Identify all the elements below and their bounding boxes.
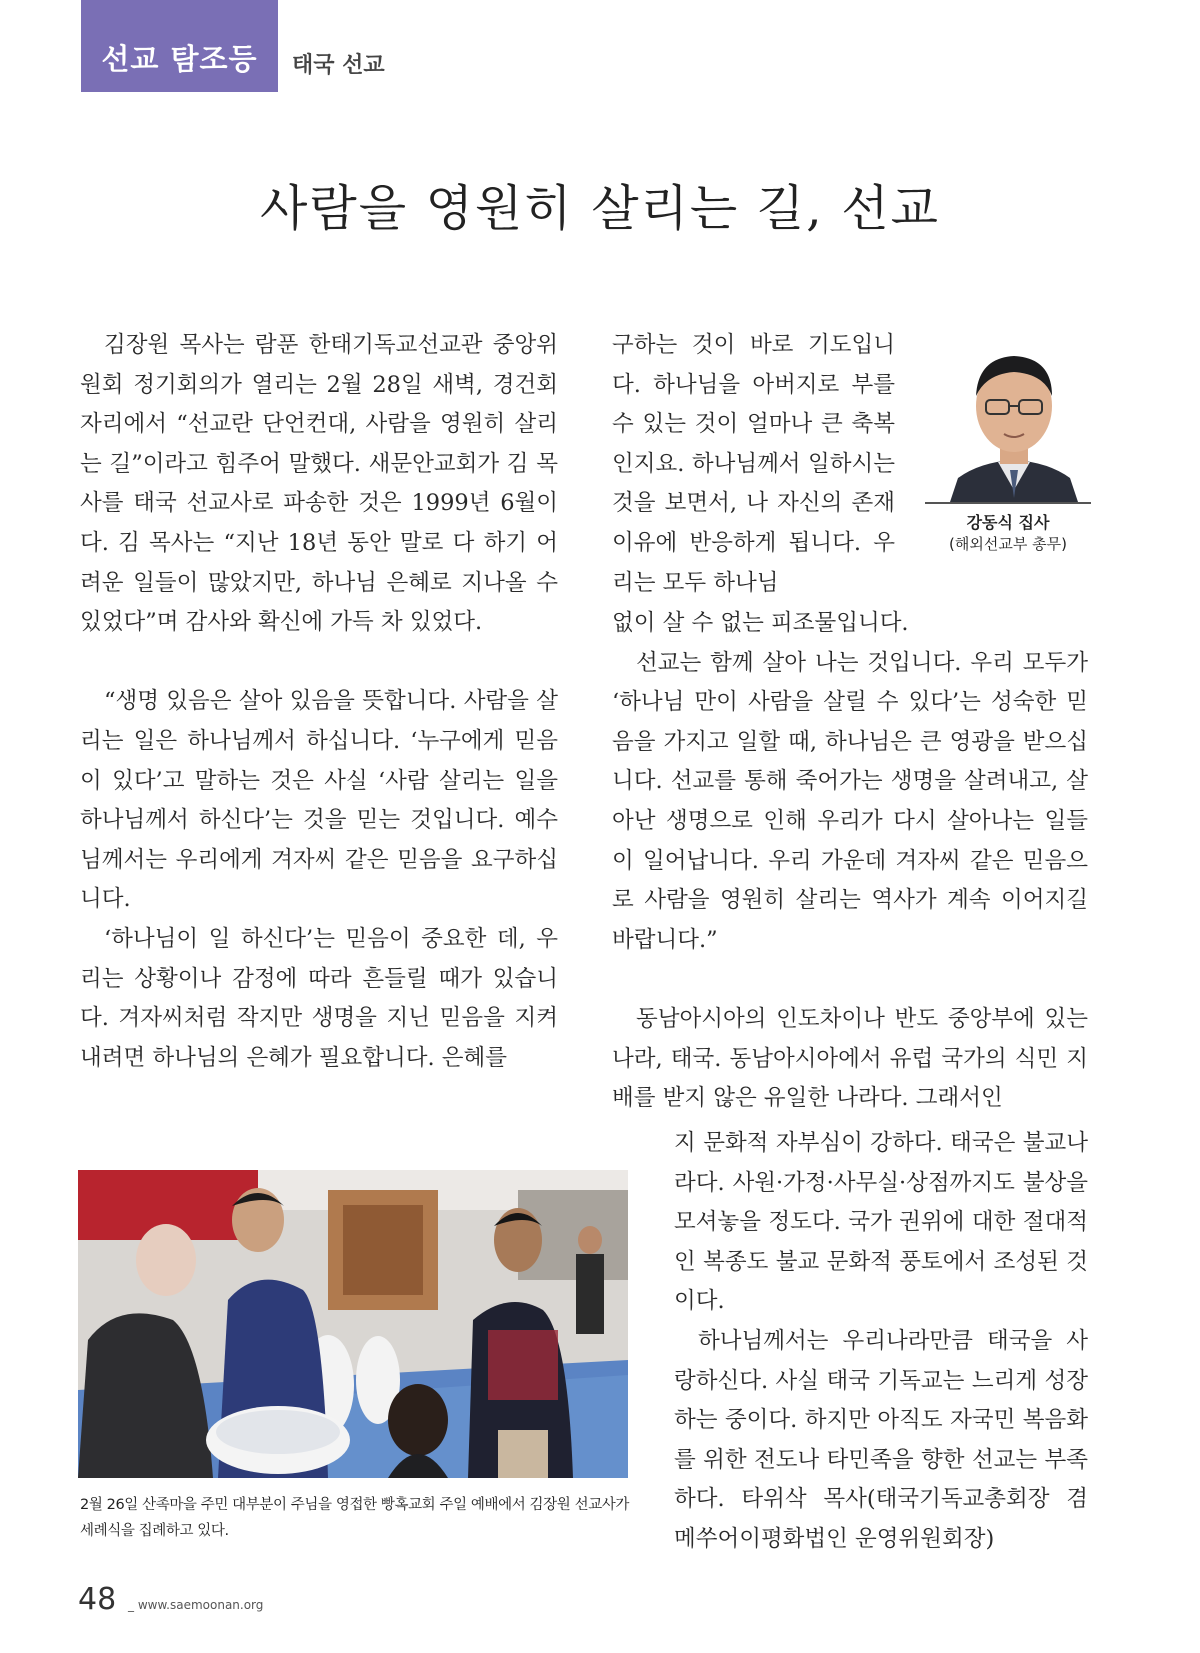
right-column-top xyxy=(612,326,895,603)
paragraph: 선교는 함께 살아 나는 것입니다. 우리 모두가 ‘하나님 만이 사람을 살릴 수 있다’는 성숙한 믿음을 가지고 일할 때, 하나님은 큰 영광을 받으십니다. 선교를 통해 죽어가는 생명을 살려내고, 살아난 생명으로 인해 우리가 다시 살아나는 일들이 일어납니다. 우리 가운데 겨자씨 같은 믿음으로 사람을 영원히 살리는 역사가 계속 이어지길 바랍니다.” xyxy=(612,649,1088,953)
photo-caption: 2월 26일 산족마을 주민 대부분이 주님을 영접한 빵혹교회 주일 예배에서 김장원 선교사가 세례식을 집례하고 있다. xyxy=(80,1497,630,1539)
baptism-photo xyxy=(78,1170,628,1478)
portrait-divider xyxy=(925,502,1091,504)
portrait-photo xyxy=(940,330,1088,502)
portrait-role: (해외선교부 총무) xyxy=(949,535,1067,553)
footer-url: _ www.saemoonan.org xyxy=(128,1598,264,1612)
right-column-mid xyxy=(612,604,1088,1119)
paragraph: 동남아시아의 인도차이나 반도 중앙부에 있는 나라, 태국. 동남아시아에서 유럽 국가의 식민 지배를 받지 않은 유일한 나라다. 그래서인 xyxy=(612,1005,1088,1112)
left-column xyxy=(80,326,558,1078)
section-label: 선교 탐조등 xyxy=(81,0,278,92)
portrait-name: 강동식 집사 xyxy=(966,513,1050,532)
paragraph: 지 문화적 자부심이 강하다. 태국은 불교나라다. 사원·가정·사무실·상점까지도 불상을 모셔놓을 정도다. 국가 권위에 대한 절대적인 복종도 불교 문화적 풍토에서 조성된 것이다. xyxy=(674,1130,1088,1315)
paragraph: 김장원 목사는 람푼 한태기독교선교관 중앙위원회 정기회의가 열리는 2월 28일 새벽, 경건회 자리에서 “선교란 단언컨대, 사람을 영원히 살리는 길”이라고 힘주어 말했다. 새문안교회가 김 목사를 태국 선교사로 파송한 것은 1999년 6월이다. 김 목사는 “지난 18년 동안 말로 다 하기 어려운 일들이 많았지만, 하나님 은혜로 지나올 수 있었다”며 감사와 확신에 가득 차 있었다. xyxy=(80,332,558,636)
paragraph: 하나님께서는 우리나라만큼 태국을 사랑하신다. 사실 태국 기독교는 느리게 성장하는 중이다. 하지만 아직도 자국민 복음화를 위한 전도나 타민족을 향한 선교는 부족하다. 타위삭 목사(태국기독교총회장 겸 메쑤어이평화법인 운영위원회장) xyxy=(674,1327,1088,1552)
page-number: 48 xyxy=(78,1582,117,1617)
paragraph: ‘하나님이 일 하신다’는 믿음이 중요한 데, 우리는 상황이나 감정에 따라 흔들릴 때가 있습니다. 겨자씨처럼 작지만 생명을 지닌 믿음을 지켜 내려면 하나님의 은혜가 필요합니다. 은혜를 xyxy=(80,925,558,1071)
paragraph: 구하는 것이 바로 기도입니다. 하나님을 아버지로 부를 수 있는 것이 얼마나 큰 축복인지요. 하나님께서 일하시는 것을 보면서, 나 자신의 존재 이유에 반응하게 됩니다. 우리는 모두 하나님 xyxy=(612,332,895,596)
paragraph: 없이 살 수 없는 피조물입니다. xyxy=(612,610,909,636)
paragraph: “생명 있음은 살아 있음을 뜻합니다. 사람을 살리는 일은 하나님께서 하십니다. ‘누구에게 믿음이 있다’고 말하는 것은 사실 ‘사람 살리는 일을 하나님께서 하신다’는 것을 믿는 것입니다. 예수님께서는 우리에게 겨자씨 같은 믿음을 요구하십니다. xyxy=(80,688,558,913)
right-column-bottom xyxy=(674,1124,1088,1560)
subsection-label: 태국 선교 xyxy=(292,53,385,78)
article-title: 사람을 영원히 살리는 길, 선교 xyxy=(260,180,940,237)
